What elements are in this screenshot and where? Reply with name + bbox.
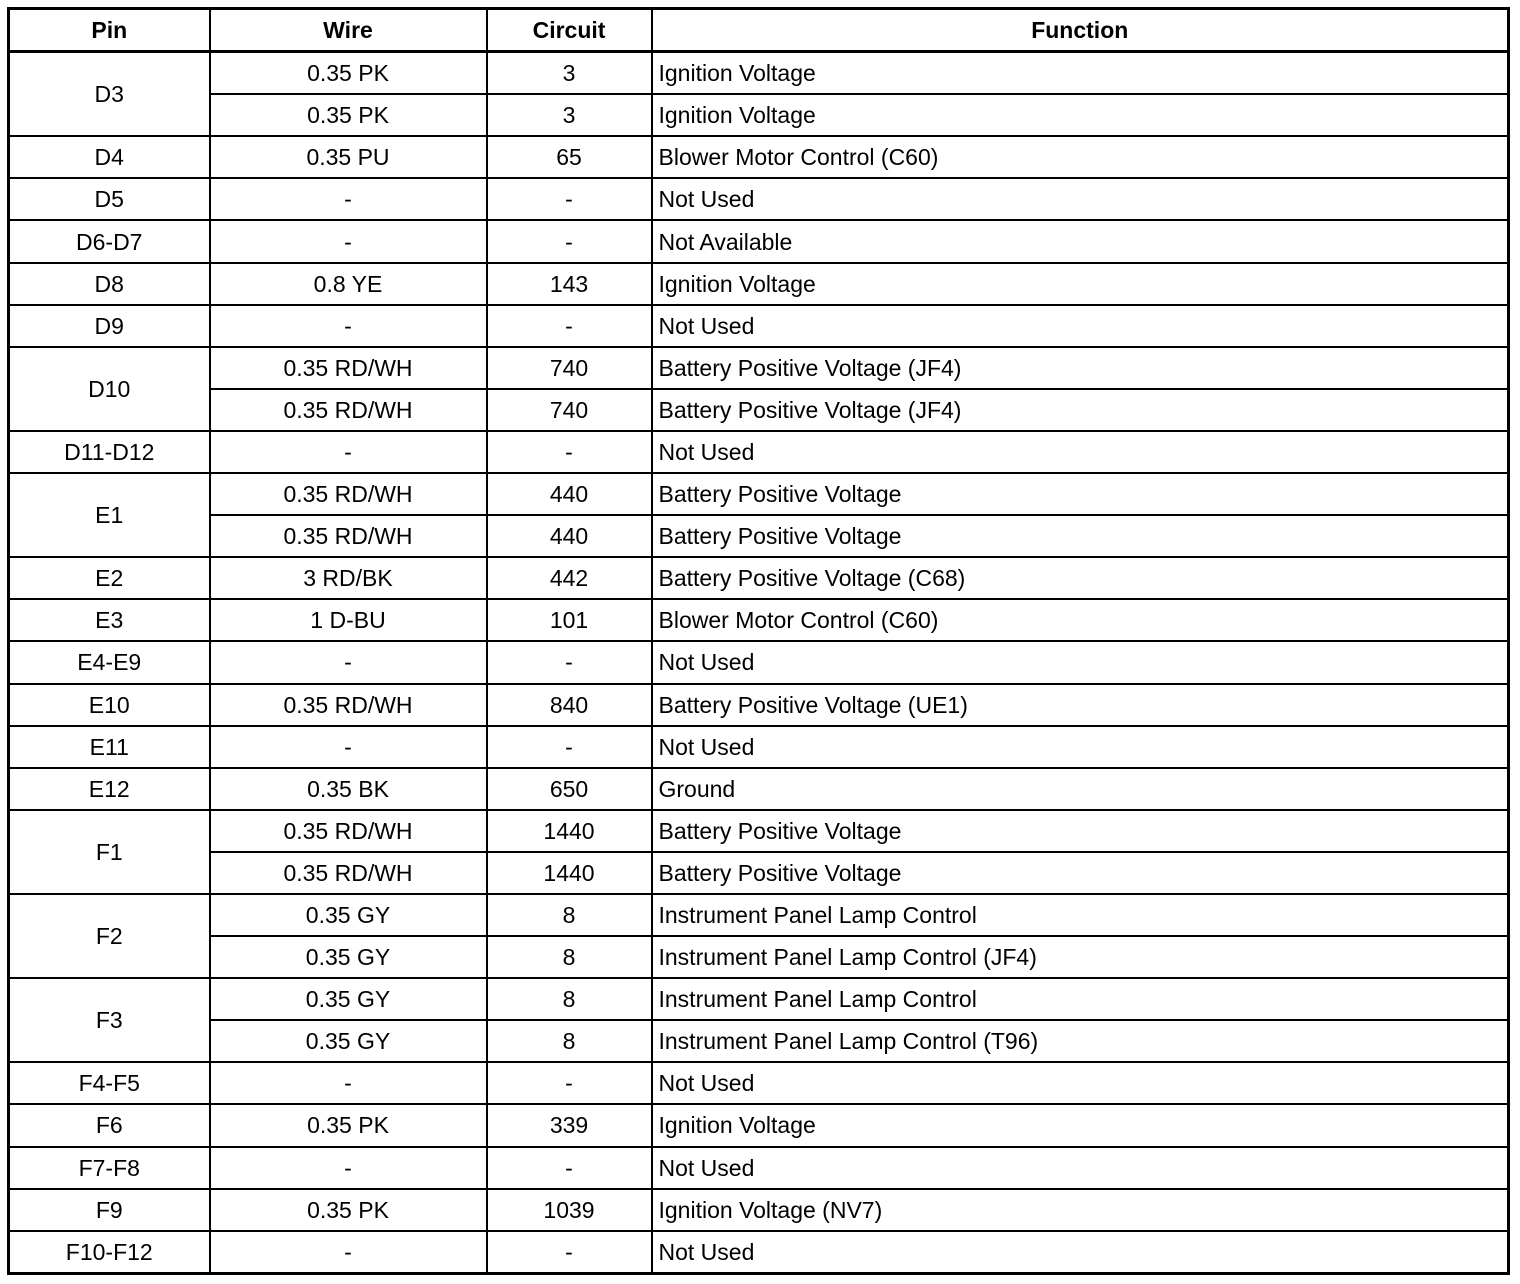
table-row — [9, 52, 1509, 95]
circuit-cell: 442 — [487, 557, 652, 599]
function-cell: Battery Positive Voltage — [652, 473, 1509, 515]
pin-cell: D11-D12 — [9, 431, 210, 473]
pin-cell: D8 — [9, 263, 210, 305]
function-cell: Ground — [652, 768, 1509, 810]
pin-cell: F9 — [9, 1189, 210, 1231]
function-cell: Ignition Voltage — [652, 94, 1509, 136]
wire-cell: 0.35 GY — [210, 1020, 487, 1062]
circuit-cell: - — [487, 1231, 652, 1274]
function-cell: Not Used — [652, 305, 1509, 347]
circuit-cell: 8 — [487, 978, 652, 1020]
circuit-cell: 101 — [487, 599, 652, 641]
wire-cell: 0.35 RD/WH — [210, 810, 487, 852]
pin-cell: D10 — [9, 347, 210, 431]
table-row — [9, 641, 1509, 683]
header-pin: Pin — [9, 9, 210, 52]
function-cell: Ignition Voltage — [652, 263, 1509, 305]
function-cell: Battery Positive Voltage — [652, 515, 1509, 557]
circuit-cell: - — [487, 726, 652, 768]
wire-cell: - — [210, 220, 487, 262]
table-row — [9, 136, 1509, 178]
pin-cell: F7-F8 — [9, 1147, 210, 1189]
pin-cell: D4 — [9, 136, 210, 178]
pin-cell: F3 — [9, 978, 210, 1062]
function-cell: Battery Positive Voltage (JF4) — [652, 347, 1509, 389]
pin-cell: E3 — [9, 599, 210, 641]
wire-cell: 0.35 GY — [210, 894, 487, 936]
pin-cell: E12 — [9, 768, 210, 810]
wire-cell: - — [210, 1231, 487, 1274]
function-cell: Instrument Panel Lamp Control (T96) — [652, 1020, 1509, 1062]
circuit-cell: 8 — [487, 1020, 652, 1062]
table-row — [9, 599, 1509, 641]
function-cell: Ignition Voltage — [652, 52, 1509, 95]
wire-cell: - — [210, 1062, 487, 1104]
circuit-cell: 440 — [487, 515, 652, 557]
function-cell: Blower Motor Control (C60) — [652, 136, 1509, 178]
table-row — [9, 1231, 1509, 1274]
function-cell: Instrument Panel Lamp Control — [652, 894, 1509, 936]
function-cell: Instrument Panel Lamp Control (JF4) — [652, 936, 1509, 978]
table-row — [9, 1062, 1509, 1104]
table-row — [9, 1104, 1509, 1146]
wire-cell: 0.35 PK — [210, 52, 487, 95]
function-cell: Blower Motor Control (C60) — [652, 599, 1509, 641]
header-circuit: Circuit — [487, 9, 652, 52]
function-cell: Not Used — [652, 1231, 1509, 1274]
wire-cell: 0.35 RD/WH — [210, 684, 487, 726]
wire-cell: 0.35 RD/WH — [210, 852, 487, 894]
wire-cell: 3 RD/BK — [210, 557, 487, 599]
circuit-cell: - — [487, 1147, 652, 1189]
circuit-cell: 840 — [487, 684, 652, 726]
function-cell: Not Used — [652, 431, 1509, 473]
function-cell: Battery Positive Voltage — [652, 852, 1509, 894]
table-row — [9, 389, 1509, 431]
header-row — [9, 9, 1509, 52]
circuit-cell: - — [487, 1062, 652, 1104]
function-cell: Not Used — [652, 641, 1509, 683]
circuit-cell: 1039 — [487, 1189, 652, 1231]
function-cell: Battery Positive Voltage — [652, 810, 1509, 852]
pin-cell: F2 — [9, 894, 210, 978]
function-cell: Battery Positive Voltage (JF4) — [652, 389, 1509, 431]
wire-cell: 0.35 PK — [210, 1189, 487, 1231]
pin-cell: E2 — [9, 557, 210, 599]
circuit-cell: 1440 — [487, 810, 652, 852]
wire-cell: - — [210, 726, 487, 768]
wire-cell: 0.35 PK — [210, 1104, 487, 1146]
circuit-cell: 1440 — [487, 852, 652, 894]
wire-cell: 0.35 RD/WH — [210, 515, 487, 557]
table-row — [9, 1147, 1509, 1189]
function-cell: Not Used — [652, 1062, 1509, 1104]
table-row — [9, 94, 1509, 136]
circuit-cell: - — [487, 305, 652, 347]
table-row — [9, 1189, 1509, 1231]
circuit-cell: - — [487, 431, 652, 473]
function-cell: Ignition Voltage (NV7) — [652, 1189, 1509, 1231]
pin-cell: D3 — [9, 52, 210, 137]
circuit-cell: 143 — [487, 263, 652, 305]
wire-cell: - — [210, 431, 487, 473]
header-function: Function — [652, 9, 1509, 52]
circuit-cell: 440 — [487, 473, 652, 515]
circuit-cell: 3 — [487, 52, 652, 95]
circuit-cell: 65 — [487, 136, 652, 178]
wire-cell: 0.8 YE — [210, 263, 487, 305]
wire-cell: 0.35 RD/WH — [210, 473, 487, 515]
header-wire: Wire — [210, 9, 487, 52]
wire-cell: 0.35 GY — [210, 978, 487, 1020]
function-cell: Not Used — [652, 1147, 1509, 1189]
function-cell: Instrument Panel Lamp Control — [652, 978, 1509, 1020]
wire-cell: - — [210, 305, 487, 347]
circuit-cell: - — [487, 641, 652, 683]
pin-cell: F4-F5 — [9, 1062, 210, 1104]
table-row — [9, 347, 1509, 389]
wire-cell: - — [210, 1147, 487, 1189]
wire-cell: - — [210, 178, 487, 220]
function-cell: Not Used — [652, 178, 1509, 220]
table-row — [9, 178, 1509, 220]
table-row — [9, 810, 1509, 852]
pin-cell: F6 — [9, 1104, 210, 1146]
pin-cell: E1 — [9, 473, 210, 557]
pin-cell: D6-D7 — [9, 220, 210, 262]
table-row — [9, 473, 1509, 515]
table-row — [9, 978, 1509, 1020]
pin-cell: F10-F12 — [9, 1231, 210, 1274]
circuit-cell: - — [487, 220, 652, 262]
function-cell: Ignition Voltage — [652, 1104, 1509, 1146]
circuit-cell: 339 — [487, 1104, 652, 1146]
table-row — [9, 220, 1509, 262]
wire-cell: 0.35 RD/WH — [210, 347, 487, 389]
circuit-cell: 740 — [487, 389, 652, 431]
pin-cell: D9 — [9, 305, 210, 347]
table-row — [9, 305, 1509, 347]
wire-cell: 1 D-BU — [210, 599, 487, 641]
table-row — [9, 557, 1509, 599]
function-cell: Not Available — [652, 220, 1509, 262]
pin-cell: E4-E9 — [9, 641, 210, 683]
circuit-cell: 8 — [487, 936, 652, 978]
wire-cell: - — [210, 641, 487, 683]
table-row — [9, 515, 1509, 557]
connector-pin-table — [7, 7, 1510, 1275]
table-row — [9, 263, 1509, 305]
wire-cell: 0.35 PU — [210, 136, 487, 178]
circuit-cell: 740 — [487, 347, 652, 389]
wire-cell: 0.35 GY — [210, 936, 487, 978]
table-row — [9, 936, 1509, 978]
circuit-cell: - — [487, 178, 652, 220]
table-row — [9, 852, 1509, 894]
table-row — [9, 1020, 1509, 1062]
wire-cell: 0.35 BK — [210, 768, 487, 810]
function-cell: Battery Positive Voltage (UE1) — [652, 684, 1509, 726]
table-row — [9, 726, 1509, 768]
pin-cell: F1 — [9, 810, 210, 894]
circuit-cell: 650 — [487, 768, 652, 810]
table-body — [9, 52, 1509, 1274]
table-row — [9, 431, 1509, 473]
pin-cell: D5 — [9, 178, 210, 220]
pin-cell: E10 — [9, 684, 210, 726]
circuit-cell: 8 — [487, 894, 652, 936]
table-row — [9, 684, 1509, 726]
function-cell: Not Used — [652, 726, 1509, 768]
table-row — [9, 768, 1509, 810]
wire-cell: 0.35 PK — [210, 94, 487, 136]
pin-cell: E11 — [9, 726, 210, 768]
function-cell: Battery Positive Voltage (C68) — [652, 557, 1509, 599]
table-row — [9, 894, 1509, 936]
table-header — [9, 9, 1509, 52]
wire-cell: 0.35 RD/WH — [210, 389, 487, 431]
circuit-cell: 3 — [487, 94, 652, 136]
